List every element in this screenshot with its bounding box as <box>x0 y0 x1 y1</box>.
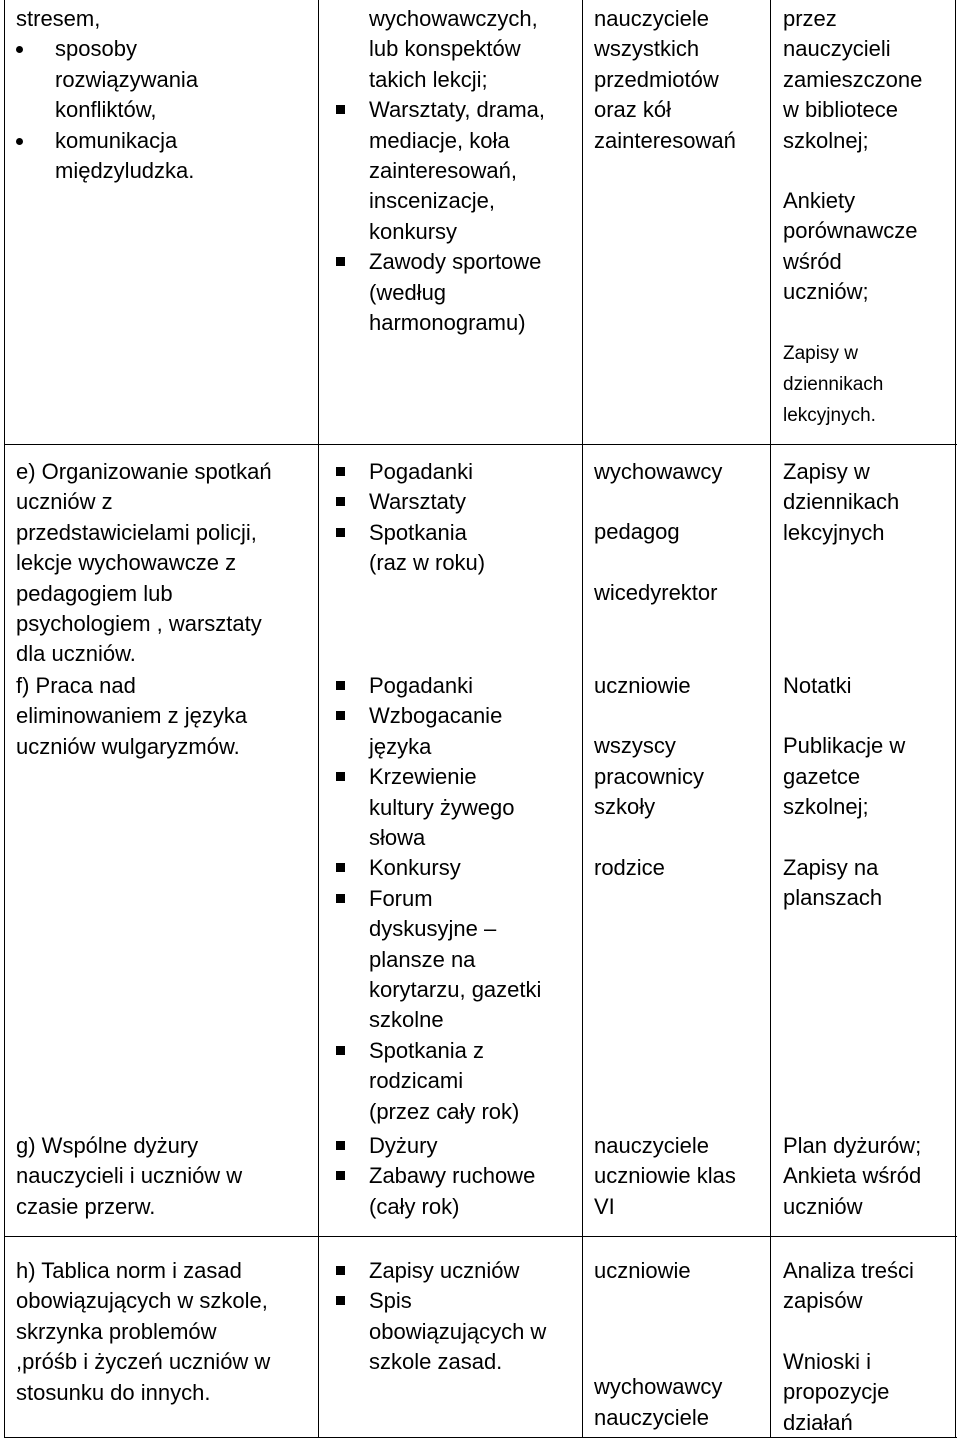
cell-text: Wnioski i propozycje działań <box>783 1348 890 1435</box>
cell-responsible-e <box>594 457 769 608</box>
cell-text: przez nauczycieli zamieszczone w bibliotece szkolnej; <box>783 6 923 153</box>
cell-text: wychowawczych, lub konspektów takich lekcji; <box>369 6 538 92</box>
table-row-3 <box>4 1236 957 1438</box>
list-item: Zapisy uczniów <box>334 1256 574 1286</box>
cell-text: Zapisy w dziennikach lekcyjnych <box>783 459 900 545</box>
table-border <box>955 445 956 1237</box>
cell-text: Notatki <box>783 673 852 698</box>
cell-text: Plan dyżurów; Ankieta wśród uczniów <box>783 1133 922 1219</box>
table-border <box>4 445 5 1237</box>
list-item: Zabawy ruchowe (cały rok) <box>334 1161 574 1222</box>
cell-text: wychowawcy nauczyciele <box>594 1374 723 1430</box>
list-item: Warsztaty, drama, mediacje, koła zainteresowań, inscenizacje, konkursy <box>334 95 574 247</box>
cell-goal-g <box>16 1131 306 1222</box>
table-border <box>770 445 771 1237</box>
cell-evaluation <box>783 4 953 431</box>
list-item: Forum dyskusyjne – plansze na korytarzu, gazetki szkolne <box>334 884 574 1036</box>
list-item: sposoby rozwiązywania konfliktów, <box>16 34 306 125</box>
document-page <box>4 0 957 1440</box>
list-item: Wzbogacanie języka <box>334 701 574 762</box>
bullet-list <box>16 34 306 186</box>
cell-text: wszyscy pracownicy szkoły <box>594 733 705 820</box>
list-item: Zawody sportowe (według harmonogramu) <box>334 247 574 338</box>
cell-responsible-h <box>594 1256 769 1433</box>
table-border <box>770 0 771 444</box>
list-item: Dyżury <box>334 1131 574 1161</box>
bullet-list <box>334 1131 574 1222</box>
list-item: Spotkania z rodzicami (przez cały rok) <box>334 1036 574 1127</box>
list-item: Krzewienie kultury żywego słowa <box>334 762 574 853</box>
bullet-list <box>334 95 574 338</box>
cell-text: h) Tablica norm i zasad obowiązujących w szkole, skrzynka problemów ,próśb i życzeń uczniów w stosunku do innych. <box>16 1258 271 1405</box>
cell-evaluation-h <box>783 1256 953 1438</box>
table-row-2 <box>4 444 957 1237</box>
table-row-1 <box>4 0 957 444</box>
list-item: Pogadanki <box>334 457 574 487</box>
bullet-list <box>334 457 574 579</box>
cell-goal-f <box>16 671 306 762</box>
list-item: Pogadanki <box>334 671 574 701</box>
cell-text: Zapisy na planszach <box>783 854 883 911</box>
cell-methods-h <box>334 1256 574 1378</box>
list-item: Spotkania (raz w roku) <box>334 518 574 579</box>
cell-methods <box>334 4 574 338</box>
cell-text: f) Praca nad eliminowaniem z języka uczniów wulgaryzmów. <box>16 673 248 759</box>
cell-responsible <box>594 4 769 156</box>
bullet-list <box>334 1256 574 1378</box>
table-border <box>318 0 319 444</box>
cell-evaluation-g <box>783 1131 953 1222</box>
table-border <box>4 1237 5 1437</box>
cell-text: nauczyciele uczniowie klas VI <box>594 1133 736 1219</box>
cell-text: stresem, <box>16 6 101 31</box>
cell-text: wicedyrektor <box>594 579 718 605</box>
cell-goal <box>16 4 306 186</box>
cell-text: g) Wspólne dyżury nauczycieli i uczniów w czasie przerw. <box>16 1133 243 1219</box>
cell-text: Analiza treści zapisów <box>783 1258 914 1314</box>
table-border <box>582 0 583 444</box>
cell-text: Zapisy w dziennikach lekcyjnych. <box>783 342 884 426</box>
table-border <box>4 0 5 444</box>
cell-goal-e <box>16 457 306 670</box>
cell-text: rodzice <box>594 854 665 880</box>
table-border <box>318 1237 319 1437</box>
cell-text: Publikacje w gazetce szkolnej; <box>783 733 906 820</box>
table-border <box>955 1237 956 1437</box>
table-border <box>318 445 319 1237</box>
table-border <box>955 0 956 444</box>
cell-evaluation-f <box>783 671 953 913</box>
cell-text: nauczyciele wszystkich przedmiotów oraz kół zainteresowań <box>594 6 736 153</box>
list-item: Spis obowiązujących w szkole zasad. <box>334 1286 574 1377</box>
cell-methods-g <box>334 1131 574 1222</box>
table-border <box>582 1237 583 1437</box>
cell-methods-e <box>334 457 574 579</box>
list-item: Warsztaty <box>334 487 574 517</box>
cell-goal-h <box>16 1256 306 1408</box>
cell-text: pedagog <box>594 519 680 545</box>
list-item: Konkursy <box>334 853 574 883</box>
cell-evaluation-e <box>783 457 953 548</box>
list-item: komunikacja międzyludzka. <box>16 126 306 187</box>
table-border <box>582 445 583 1237</box>
cell-text: e) Organizowanie spotkań uczniów z przedstawicielami policji, lekcje wychowawcze z pedagogiem lub psychologiem , warsztaty dla uczniów. <box>16 459 272 667</box>
bullet-list <box>334 671 574 1127</box>
table-border <box>770 1237 771 1437</box>
cell-text: Ankiety porównawcze wśród uczniów; <box>783 188 918 305</box>
cell-text: uczniowie <box>594 673 691 698</box>
cell-responsible-f <box>594 671 769 883</box>
cell-responsible-g <box>594 1131 769 1222</box>
cell-text: uczniowie <box>594 1258 691 1283</box>
cell-methods-f <box>334 671 574 1127</box>
cell-text: wychowawcy <box>594 459 723 484</box>
